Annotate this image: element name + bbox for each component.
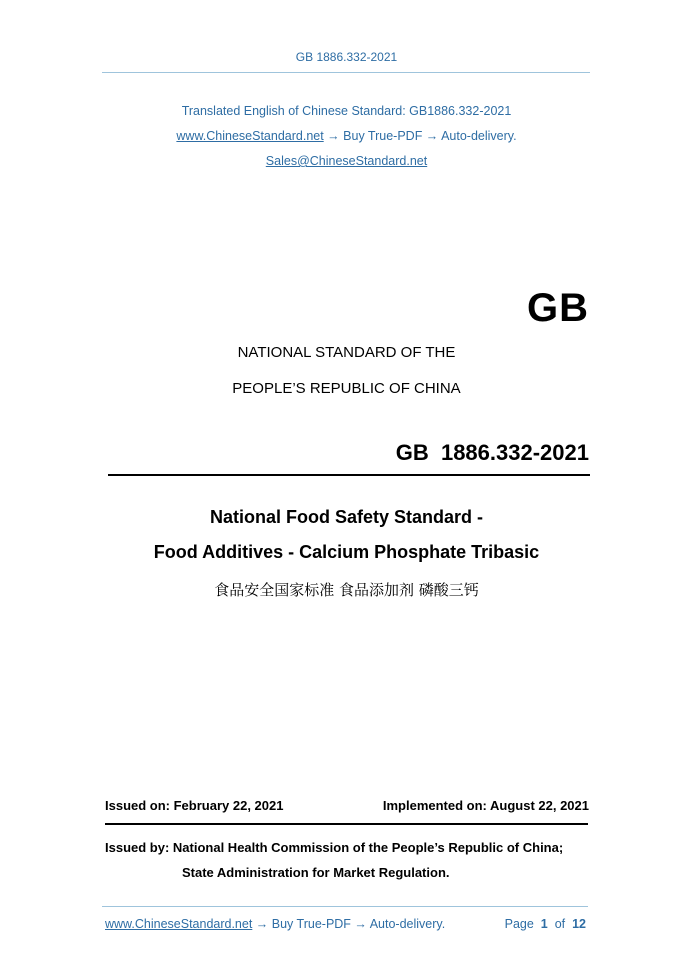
gb-logo: GB [527,286,589,330]
page-number [505,917,586,931]
org-name-line-1: NATIONAL STANDARD OF THE [237,344,456,361]
issued-by-line-2: State Administration for Market Regulation. [182,865,450,880]
implemented-on-date: Implemented on: August 22, 2021 [382,798,589,813]
footer-divider [102,906,588,907]
translation-notice: Translated English of Chinese Standard: GB1886.332-2021 [181,104,512,118]
org-name-line-2: PEOPLE’S REPUBLIC OF CHINA [232,380,461,397]
running-header-code: GB 1886.332-2021 [295,50,398,64]
purchase-text: → Buy True-PDF → Auto-delivery. [323,129,517,143]
document-title-line-2: Food Additives - Calcium Phosphate Tribasic [153,542,540,562]
website-link[interactable]: www.ChineseStandard.net [176,129,324,143]
issued-by-line-1: Issued by: National Health Commission of the People’s Republic of China; [105,840,564,855]
footer-purchase-text: → Buy True-PDF → Auto-delivery. [252,917,446,931]
issued-on-date: Issued on: February 22, 2021 [105,798,284,813]
email-link[interactable]: Sales@ChineseStandard.net [265,154,428,168]
document-title-line-1: National Food Safety Standard - [209,507,484,527]
email-line [0,154,693,168]
page-current: 1 [540,917,548,931]
header-divider [102,72,590,73]
page-total: 12 [572,917,586,931]
standard-divider [108,474,590,476]
issue-divider [105,823,588,825]
standard-number: GB 1886.332-2021 [395,440,589,465]
page-of: of [554,917,566,931]
footer-purchase-notice [105,917,445,931]
page-label: Page [504,917,534,931]
footer-website-link[interactable]: www.ChineseStandard.net [105,917,253,931]
purchase-notice [0,129,693,143]
document-title-chinese: 食品安全国家标准 食品添加剂 磷酸三钙 [214,581,479,599]
